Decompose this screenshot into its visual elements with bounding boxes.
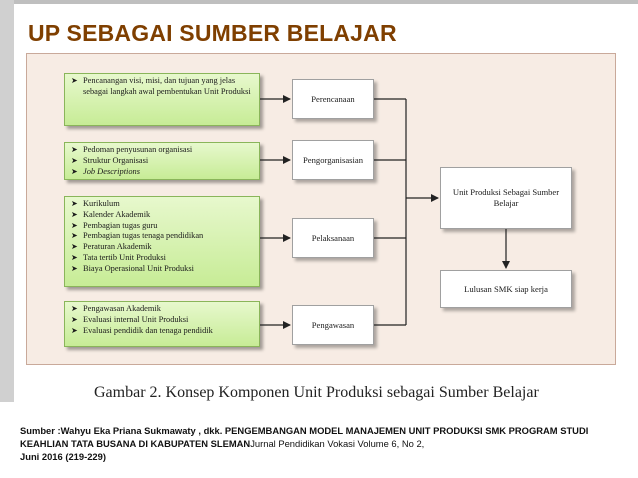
result-lulusan: Lulusan SMK siap kerja bbox=[440, 270, 572, 308]
result-unit-produksi: Unit Produksi Sebagai Sumber Belajar bbox=[440, 167, 572, 229]
input-item: ➤ Pembagian tugas guru bbox=[71, 220, 158, 230]
stage-perencanaan: Perencanaan bbox=[292, 79, 374, 119]
arrow-bullet-icon: ➤ bbox=[71, 76, 78, 85]
arrow-bullet-icon: ➤ bbox=[71, 220, 78, 230]
source-citation: Sumber :Wahyu Eka Priana Sukmawaty , dkk. PENGEMBANGAN MODEL MANAJEMEN UNIT PRODUKSI SMK PROGRAM STUDI KEAHLIAN TATA BUSANA DI KABUPATEN SLEMANJurnal Pendidikan Vokasi Volume 6, No 2, Juni 2016 (219-229) bbox=[20, 425, 589, 462]
input-box-planning bbox=[64, 73, 260, 126]
input-item: ➤ Pembagian tugas tenaga pendidikan bbox=[71, 231, 204, 241]
arrow-bullet-icon: ➤ bbox=[71, 231, 78, 241]
input-item: ➤ Kalender Akademik bbox=[71, 209, 151, 219]
stage-pelaksanaan: Pelaksanaan bbox=[292, 218, 374, 258]
input-item: ➤ Struktur Organisasi bbox=[71, 155, 149, 165]
stage-pengorganisasian: Pengorganisasian bbox=[292, 140, 374, 180]
input-item: ➤ Kurikulum bbox=[71, 199, 120, 208]
stage-pengawasan: Pengawasan bbox=[292, 305, 374, 345]
figure-caption: Gambar 2. Konsep Komponen Unit Produksi sebagai Sumber Belajar bbox=[94, 384, 539, 401]
input-item: ➤ Pengawasan Akademik bbox=[71, 304, 161, 313]
arrow-bullet-icon: ➤ bbox=[71, 155, 78, 165]
input-item: ➤ Evaluasi pendidik dan tenaga pendidik bbox=[71, 325, 213, 335]
arrow-bullet-icon: ➤ bbox=[71, 166, 78, 176]
slide-top-border bbox=[0, 0, 638, 4]
arrow-bullet-icon: ➤ bbox=[71, 263, 78, 273]
input-item: ➤ Pencanangan visi, misi, dan tujuan yang jelas sebagai langkah awal pembentukan Unit Produksi bbox=[71, 76, 251, 96]
slide-title: UP SEBAGAI SUMBER BELAJAR bbox=[28, 20, 397, 46]
input-box-organizing bbox=[64, 142, 260, 180]
input-item: ➤ Pedoman penyusunan organisasi bbox=[71, 145, 193, 154]
input-item: ➤ Tata tertib Unit Produksi bbox=[71, 252, 166, 262]
arrow-bullet-icon: ➤ bbox=[71, 242, 78, 252]
input-item: ➤ Evaluasi internal Unit Produksi bbox=[71, 314, 189, 324]
arrow-bullet-icon: ➤ bbox=[71, 314, 78, 324]
input-box-supervision bbox=[64, 301, 260, 347]
input-box-implementation bbox=[64, 196, 260, 287]
arrow-bullet-icon: ➤ bbox=[71, 252, 78, 262]
input-item: ➤ Peraturan Akademik bbox=[71, 242, 152, 252]
arrow-bullet-icon: ➤ bbox=[71, 209, 78, 219]
slide-left-border bbox=[0, 0, 14, 402]
arrow-bullet-icon: ➤ bbox=[71, 199, 78, 208]
input-item: ➤ Biaya Operasional Unit Produksi bbox=[71, 263, 194, 273]
arrow-bullet-icon: ➤ bbox=[71, 325, 78, 335]
arrow-bullet-icon: ➤ bbox=[71, 304, 78, 313]
input-item: ➤ Job Descriptions bbox=[71, 166, 140, 176]
arrow-bullet-icon: ➤ bbox=[71, 145, 78, 154]
